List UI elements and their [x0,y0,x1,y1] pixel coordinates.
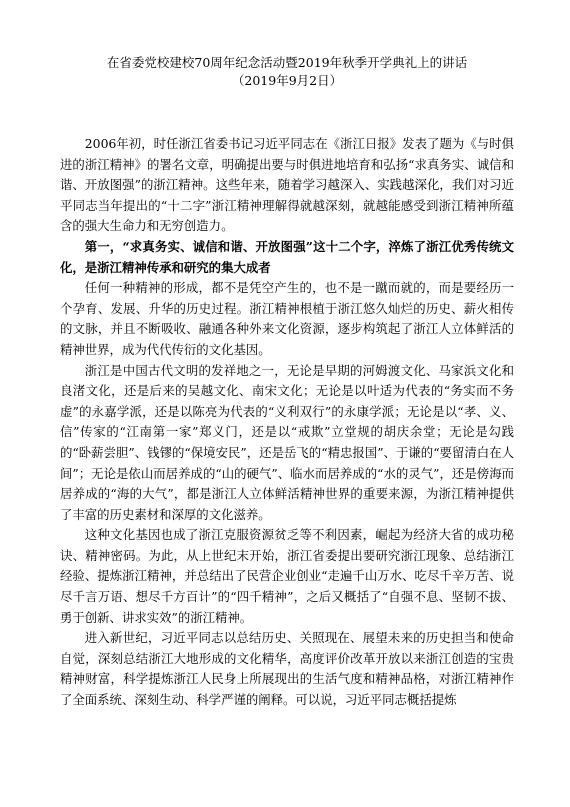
section-heading-first: 第一，“求真务实、诚信和谐、开放图强”这十二个字，淬炼了浙江优秀传统文化，是浙江精神传承和研究的集大成者 [60,238,514,275]
document-title: 在省委党校建校70周年纪念活动暨2019年秋季开学典礼上的讲话 [106,55,468,70]
paragraph-zhejiang-civilization: 浙江是中国古代文明的发祥地之一，无论是早期的河姆渡文化、马家浜文化和良渚文化，还是后来的吴越文化、南宋文化；无论是以叶适为代表的“务实而不务虚”的永嘉学派，还是以陈亮为代表的“义利双行”的永康学派；无论是以“孝、义、信”传家的“江南第一家”郑义门，还是以“戒欺”立堂规的胡庆余堂；无论是勾践的“卧薪尝胆”、钱镠的“保境安民”，还是岳飞的“精忠报国”、于谦的“要留清白在人间”；无论是依山而居养成的“山的硬气”、临水而居养成的“水的灵气”，还是傍海而居养成的“海的大气”，都是浙江人立体鲜活精神世界的重要来源，为浙江精神提供了丰富的历史素材和深厚的文化滋养。 [60,362,514,522]
paragraph-cultural-gene: 这种文化基因也成了浙江克服资源贫乏等不利因素，崛起为经济大省的成功秘诀、精神密码。为此，从上世纪末开始，浙江省委提出要研究浙江现象、总结浙江经验、提炼浙江精神，并总结出了民营企业创业“走遍千山万水、吃尽千辛万苦、说尽千言万语、想尽千方百计”的“四千精神”，之后又概括了“自强不息、坚韧不拔、勇于创新、讲求实效”的浙江精神。 [60,527,514,625]
paragraph-intro: 2006年初，时任浙江省委书记习近平同志在《浙江日报》发表了题为《与时俱进的浙江精神》的署名文章，明确提出要与时俱进地培育和弘扬“求真务实、诚信和谐、开放图强”的浙江精神。这些年来，随着学习越深入、实践越深化，我们对习近平同志当年提出的“十二字”浙江精神理解得就越深刻，就越能感受到浙江精神所蕴含的强大生命力和无穷创造力。 [60,136,514,234]
paragraph-spirit-formation: 任何一种精神的形成，都不是凭空产生的，也不是一蹴而就的，而是要经历一个孕育、发展、升华的历史过程。浙江精神根植于浙江悠久灿烂的历史、薪火相传的文脉，并且不断吸收、融通各种外来文化资源，逐步构筑起了浙江人立体鲜活的精神世界，成为代代传衍的文化基因。 [60,280,514,357]
document-date: （2019年9月2日） [231,73,343,88]
paragraph-new-century: 进入新世纪，习近平同志以总结历史、关照现在、展望未来的历史担当和使命自觉，深刻总结浙江大地形成的文化精华，高度评价改革开放以来浙江创造的宝贵精神财富，科学提炼浙江人民身上所展现出的生活气度和精神品格，对浙江精神作了全面系统、深刻生动、科学严谨的阐释。可以说，习近平同志概括提炼 [60,630,514,708]
